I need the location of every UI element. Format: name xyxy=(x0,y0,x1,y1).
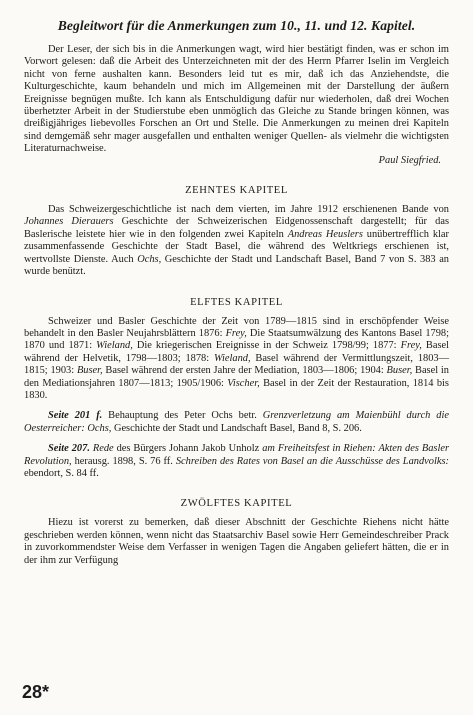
signature: Paul Siegfried. xyxy=(378,154,441,166)
page-reference: Seite 201 f. xyxy=(48,410,103,422)
author-name: Buser, xyxy=(76,365,103,377)
italic-citation: am Freiheitsfest in Riehen: Akten des Basler Revolution, xyxy=(24,443,449,467)
author-name: Wieland, xyxy=(96,340,133,352)
page-reference: Seite 207. xyxy=(48,443,90,455)
chapter-12-paragraph: Hiezu ist vorerst zu bemerken, daß dieser Abschnitt der Geschichte Riehens nicht hätte geschrieben werden können, wenn nicht das Staatsarchiv Basel sowie Herr Gemeindeschreiber Prack in zuvorkommendster Weise dem Verfasser in wenigen Tagen die Angaben geliefert hätten, die er in der ihm zur Verfügung xyxy=(24,517,449,566)
text-run: herausg. 1898, S. 76 ff. xyxy=(71,455,176,467)
text-run: Schweizer und Basler Geschichte der Zeit von 1789—1815 sind in erschöpfender Weise behandelt in den Basler Neujahrsblättern 1876: xyxy=(24,315,449,339)
author-name: Johannes Dierauers xyxy=(24,216,114,228)
text-run: Basel in der Zeit der Restauration, 1814 bis 1830. xyxy=(24,377,449,401)
italic-citation: Schreiben des Rates von Basel an die Ausschüsse des Landvolks: xyxy=(175,455,449,467)
text-run: Basel während der ersten Jahre der Mediation, 1803—1806; 1904: xyxy=(102,365,387,377)
intro-paragraph: Der Leser, der sich bis in die Anmerkungen wagt, wird hier bestätigt finden, was er schon im Vorwort gelesen: daß die Arbeit des Unterzeichneten mit der des Herrn Pfarrer Iselin im Vergleich nicht von ferne aushalten kann. Besonders leid tut es mir, daß ich das Anziehendste, die Kulturgeschichte, kaum behandeln und mich im Allgemeinen mit der Darstellung der äußern Ereignisse begnügen mußte. Ich kann als Entschuldigung dafür nur wiederholen, daß drei Wochen überhetzter Arbeit in der Studierstube eben unmöglich das Gleiche zu Stande bringen können, was dreißigjähriges liebevolles Forschen an Ort und Stelle. Die Anmerkungen zu meinen drei Kapiteln sind demgemäß sehr mager ausgefallen und enthalten weniger Quellen- als vielmehr die wichtigsten Literaturnachweise. xyxy=(24,44,449,155)
chapter-11-paragraph-3 xyxy=(24,443,449,480)
chapter-10-heading: ZEHNTES KAPITEL xyxy=(185,185,288,197)
chapter-11-paragraph-2 xyxy=(24,410,449,435)
text-run: Geschichte der Schweizerischen Eidgenossenschaft dargestellt; für das Baslerische leistete hier wie in den folgenden zwei Kapiteln xyxy=(24,216,450,240)
chapter-10-paragraph xyxy=(24,204,449,278)
text-run: Basel in den Mediationsjahren 1807—1813; 1905/1906: xyxy=(24,365,449,389)
chapter-11-paragraph-1 xyxy=(24,316,449,403)
text-run: Behauptung des Peter Ochs betr. xyxy=(102,410,263,422)
author-name: Wieland, xyxy=(213,352,251,364)
author-name: Frey, xyxy=(400,340,422,352)
author-name: Frey, xyxy=(225,327,247,339)
page-title: Begleitwort für die Anmerkungen zum 10., 11. und 12. Kapitel. xyxy=(57,18,416,33)
italic-citation: Grenzverletzung am Maienbühl durch die Oesterreicher: Ochs, xyxy=(24,410,449,434)
chapter-11-heading: ELFTES KAPITEL xyxy=(190,296,283,308)
text-run: unübertrefflich klar zusammenfassende Geschichte der Stadt Basel, die während des Weltkriegs erschienen ist, wertvollste Dienste. Auch xyxy=(24,228,449,265)
page-number: 28* xyxy=(22,682,50,702)
author-name: Vischer, xyxy=(227,377,260,389)
italic-citation: Rede xyxy=(89,443,114,455)
text-run: Das Schweizergeschichtliche ist nach dem vierten, im Jahre 1912 erschienenen Bande von xyxy=(48,204,449,216)
text-run: Basel während der Vermittlungszeit, 1803—1815; 1903: xyxy=(24,352,449,377)
text-run: ebendort, S. 84 ff. xyxy=(24,467,99,479)
author-name: Ochs, xyxy=(137,253,162,265)
text-run: Geschichte der Stadt und Landschaft Basel, Band 8, S. 206. xyxy=(111,422,362,434)
text-run: Basel während der Helvetik, 1798—1803; 1878: xyxy=(24,340,449,364)
text-run: Die Staatsumwälzung des Kantons Basel 1798; 1870 und 1871: xyxy=(24,327,449,352)
chapter-12-heading: ZWÖLFTES KAPITEL xyxy=(180,498,293,510)
text-run: des Bürgers Johann Jakob Unholz xyxy=(113,443,263,455)
text-run: Geschichte der Stadt und Landschaft Basel, Band 7 von S. 383 an wurde benützt. xyxy=(24,253,450,278)
text-run: Die kriegerischen Ereignisse in der Schweiz 1798/99; 1877: xyxy=(132,340,401,352)
author-name: Andreas Heuslers xyxy=(287,228,363,240)
author-name: Buser, xyxy=(386,365,413,377)
